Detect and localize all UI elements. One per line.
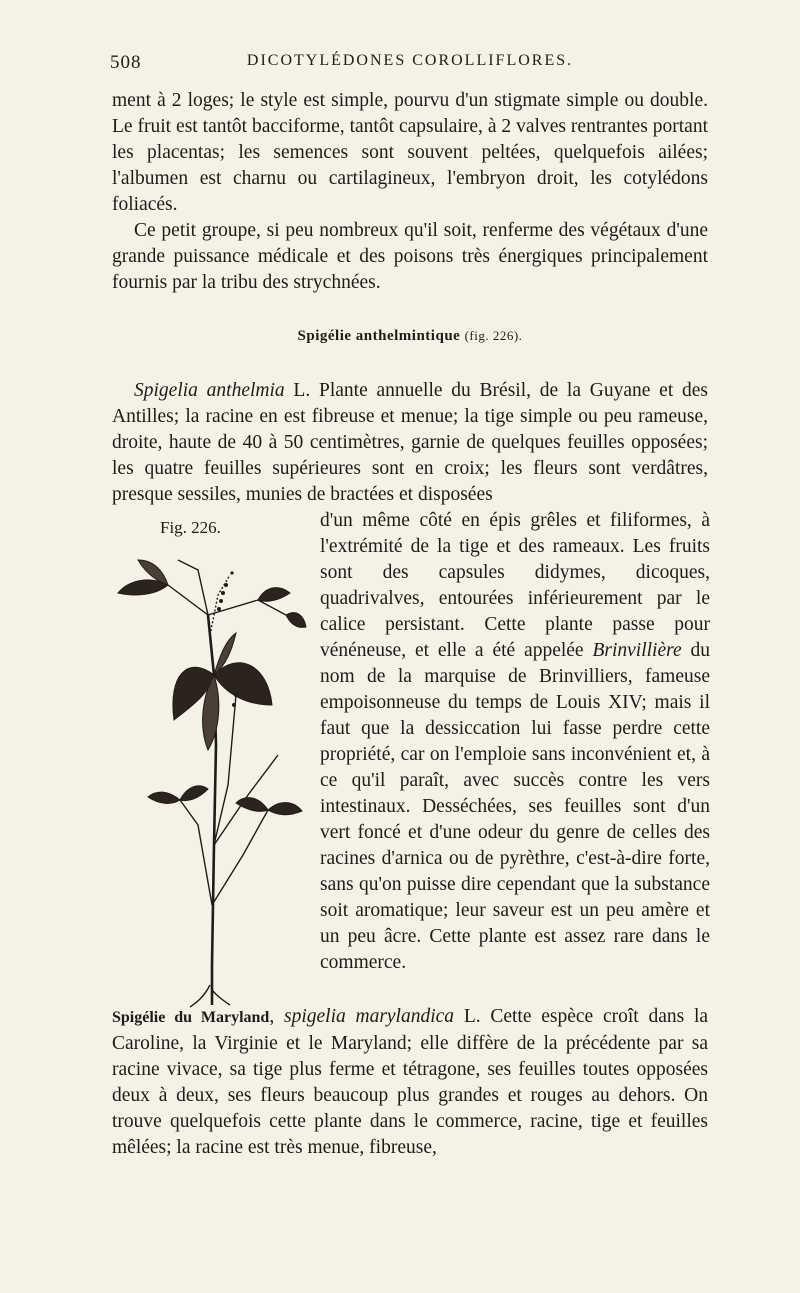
spigelia-paragraph-full xyxy=(112,378,708,508)
spigelia-side-text-2: du nom de la marquise de Brinvilliers, fameuse empoisonneuse du temps de Louis XIV; mais il faut que la dessiccation lui fasse perdre cette propriété, car on l'emploie sans inconvénient et, à ce qu'il paraît, avec succès contre les vers intestinaux. Desséchées, ses feuilles sont d'un vert foncé et d'une odeur du genre de celles des racines d'arnica ou de pyrèthre, c'est-à-dire forte, sans qu'on puisse dire cependant que la substance soit aromatique; leur saveur est un peu amère et un peu âcre. Cette plante est assez rare dans le commerce. xyxy=(320,640,710,973)
page-header xyxy=(110,52,710,82)
maryland-heading: Spigélie du Maryland xyxy=(112,1009,270,1026)
maryland-species-name: spigelia marylandica xyxy=(283,1006,455,1027)
page-number: 508 xyxy=(110,52,142,73)
section-heading xyxy=(112,328,708,345)
running-head: DICOTYLÉDONES COROLLIFLORES. xyxy=(246,52,574,69)
maryland-comma: , xyxy=(269,1006,284,1027)
section-heading-title: Spigélie anthelmintique xyxy=(297,328,461,344)
maryland-text: L. Cette espèce croît dans la Caroline, la Virginie et le Maryland; elle diffère de la précédente par sa racine vivace, sa tige plus ferme et tétragone, ses feuilles toutes opposées deux à deux, ses fleurs beaucoup plus grandes et rouges au dehors. On trouve quelquefois cette plante dans le commerce, racine, tige et feuilles mêlées; la racine est très menue, fibreuse, xyxy=(112,1006,709,1158)
intro-paragraph-2: Ce petit groupe, si peu nombreux qu'il soit, renferme des végétaux d'une grande puissance médicale et des poisons très énergiques principalement fournis par la tribu des strychnées. xyxy=(112,220,708,293)
spigelia-species-name: Spigelia anthelmia xyxy=(134,380,285,401)
spigelia-authority: L. xyxy=(284,380,311,401)
intro-text xyxy=(112,88,708,296)
intro-paragraph-1: ment à 2 loges; le style est simple, pourvu d'un stigmate simple ou double. Le fruit est tantôt bacciforme, tantôt capsulaire, à 2 valves rentrantes portant les placentas; les semences sont souvent peltées, quelquefois ailées; l'albumen est charnu ou cartilagineux, l'embryon droit, les cotylédons foliacés. xyxy=(112,90,708,215)
brinvilliere-term: Brinvillière xyxy=(592,640,682,661)
spigelia-paragraph-side xyxy=(320,508,710,976)
figure-label: Fig. 226. xyxy=(160,518,221,537)
spigelia-side-text-1: d'un même côté en épis grêles et filiformes, à l'extrémité de la tige et des rameaux. Les fruits sont des capsules didymes, dicoques, quadrivalves, entourées inférieurement par le calice persistant. Cette plante passe pour vénéneuse, et elle a été appelée xyxy=(320,510,710,661)
maryland-paragraph xyxy=(112,1004,708,1161)
section-heading-fig-ref: (fig. 226). xyxy=(464,328,523,343)
spigelia-illustration xyxy=(108,545,308,1010)
spigelia-full-lines: Plante annuelle du Brésil, de la Guyane et des Antilles; la racine en est fibreuse et menue; la tige simple ou peu rameuse, droite, haute de 40 à 50 centimètres, garnie de quelques feuilles opposées; les quatre feuilles supérieures sont en croix; les fleurs sont verdâtres, presque sessiles, munies de bractées et disposées xyxy=(112,380,708,505)
